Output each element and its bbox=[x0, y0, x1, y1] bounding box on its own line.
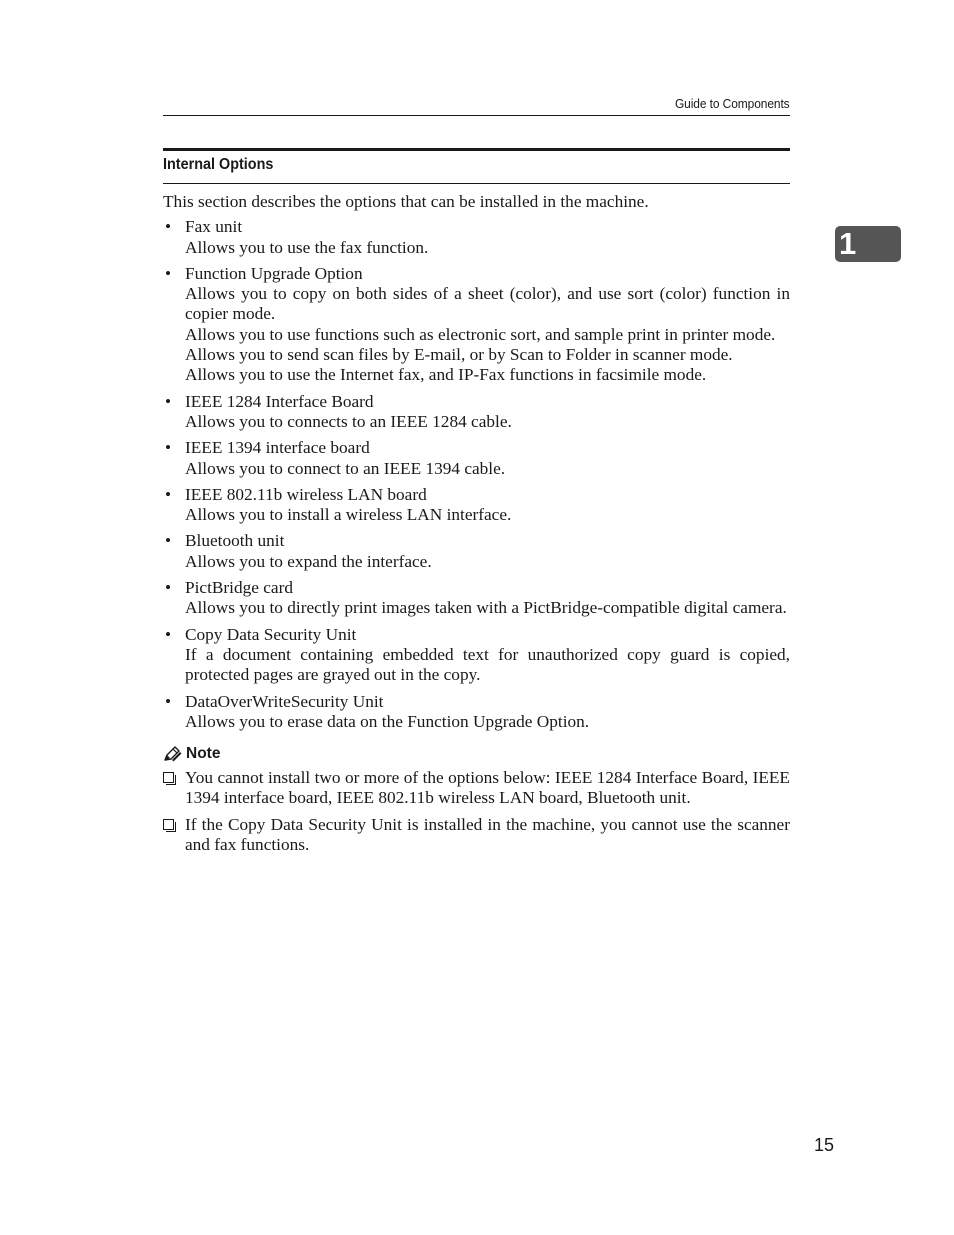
section-rule-top bbox=[163, 148, 790, 151]
bullet-icon: • bbox=[165, 531, 172, 551]
option-name: PictBridge card bbox=[185, 578, 293, 598]
option-description: Allows you to install a wireless LAN interface. bbox=[185, 505, 512, 525]
note-item bbox=[163, 768, 790, 809]
bullet-icon: • bbox=[165, 624, 172, 644]
option-description: Allows you to connect to an IEEE 1394 cable. bbox=[185, 458, 506, 478]
running-header: Guide to Components bbox=[675, 96, 790, 111]
notes-list bbox=[163, 768, 790, 855]
section-rule-bottom bbox=[163, 183, 790, 184]
option-name: Fax unit bbox=[185, 217, 243, 237]
note-text: If the Copy Data Security Unit is installed in the machine, you cannot use the scanner and fax functions. bbox=[185, 814, 790, 855]
option-description: Allows you to expand the interface. bbox=[185, 551, 432, 571]
bullet-icon: • bbox=[165, 263, 172, 283]
option-description: Allows you to connects to an IEEE 1284 cable. bbox=[185, 411, 512, 431]
note-text: You cannot install two or more of the options below: IEEE 1284 Interface Board, IEEE 1394 interface board, IEEE 802.11b wireless LAN board, Bluetooth unit. bbox=[185, 768, 790, 808]
option-name: Bluetooth unit bbox=[185, 531, 285, 551]
option-item bbox=[163, 625, 790, 686]
option-item bbox=[163, 485, 790, 526]
options-list bbox=[163, 217, 790, 732]
option-name: IEEE 802.11b wireless LAN board bbox=[185, 484, 427, 504]
chapter-tab: 1 bbox=[835, 226, 901, 262]
bullet-icon: • bbox=[165, 391, 172, 411]
option-item bbox=[163, 578, 790, 619]
option-description: Allows you to directly print images taken with a PictBridge-compatible digital camera. bbox=[185, 598, 787, 618]
option-description: Allows you to use the Internet fax, and IP-Fax functions in facsimile mode. bbox=[185, 365, 707, 385]
option-item bbox=[163, 217, 790, 258]
option-item bbox=[163, 264, 790, 386]
pencil-icon bbox=[163, 746, 183, 762]
section-title: Internal Options bbox=[163, 156, 274, 173]
option-description: Allows you to erase data on the Function Upgrade Option. bbox=[185, 711, 590, 731]
option-description: Allows you to copy on both sides of a sheet (color), and use sort (color) function in copier mode. bbox=[185, 284, 790, 324]
header-rule bbox=[163, 115, 790, 116]
option-description: Allows you to send scan files by E-mail, or by Scan to Folder in scanner mode. bbox=[185, 345, 733, 365]
bullet-icon: • bbox=[165, 217, 172, 237]
bullet-icon: • bbox=[165, 578, 172, 598]
bullet-icon: • bbox=[165, 438, 172, 458]
option-name: DataOverWriteSecurity Unit bbox=[185, 691, 384, 711]
option-item bbox=[163, 438, 790, 479]
option-item bbox=[163, 531, 790, 572]
option-item bbox=[163, 392, 790, 433]
bullet-icon: • bbox=[165, 484, 172, 504]
option-description: Allows you to use functions such as electronic sort, and sample print in printer mode. bbox=[185, 324, 776, 344]
section-intro: This section describes the options that can be installed in the machine. bbox=[163, 192, 649, 211]
option-name: Function Upgrade Option bbox=[185, 263, 363, 283]
note-item bbox=[163, 815, 790, 856]
option-description: Allows you to use the fax function. bbox=[185, 237, 429, 257]
checkbox-icon bbox=[163, 819, 174, 830]
option-name: Copy Data Security Unit bbox=[185, 624, 357, 644]
note-heading bbox=[163, 744, 790, 764]
option-name: IEEE 1394 interface board bbox=[185, 438, 370, 458]
page-number: 15 bbox=[814, 1135, 835, 1155]
option-name: IEEE 1284 Interface Board bbox=[185, 391, 374, 411]
option-description: If a document containing embedded text for unauthorized copy guard is copied, protected pages are grayed out in the copy. bbox=[185, 644, 790, 685]
bullet-icon: • bbox=[165, 691, 172, 711]
option-item bbox=[163, 692, 790, 733]
checkbox-icon bbox=[163, 772, 174, 783]
note-label: Note bbox=[186, 745, 221, 763]
page-content bbox=[163, 192, 790, 861]
